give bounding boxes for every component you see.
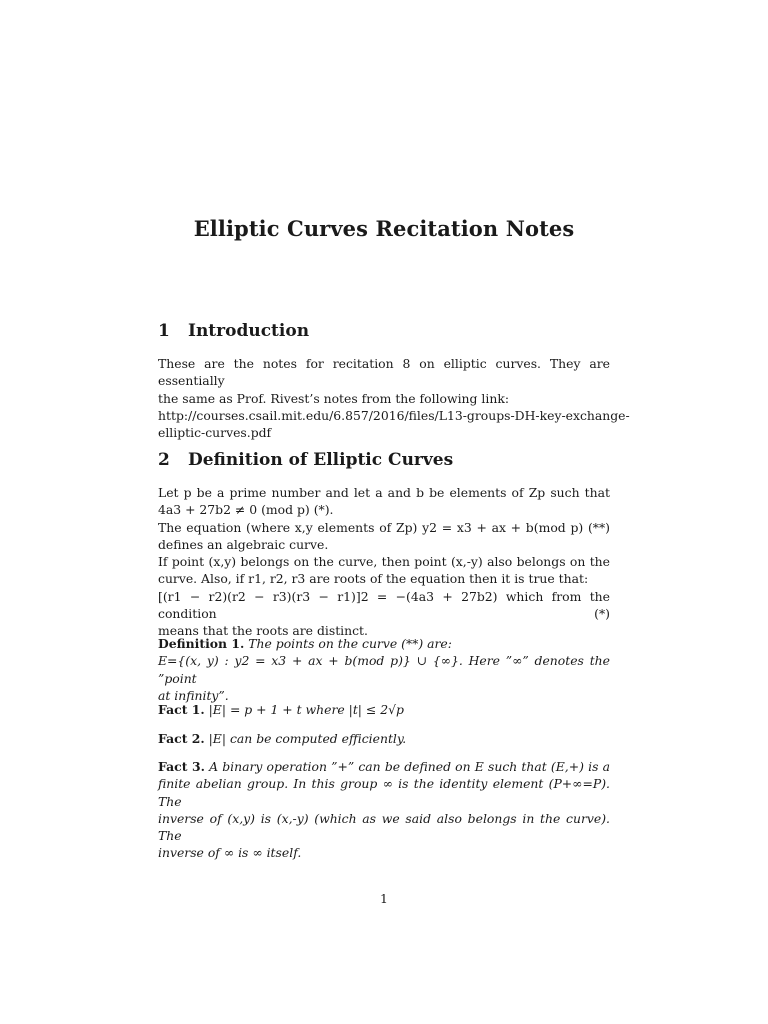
fact-text: finite abelian group. In this group ∞ is the identity element (P+∞=P). The (158, 776, 610, 809)
paragraph-line: 4a3 + 27b2 ≠ 0 (mod p) (*). (158, 502, 334, 518)
section-number: 1 (158, 321, 170, 341)
fact-1 (158, 701, 610, 718)
fact-label: Fact 3. (158, 759, 205, 774)
section-number: 2 (158, 450, 170, 470)
section-title: Definition of Elliptic Curves (188, 450, 454, 470)
definition-text: The points on the curve (**) are: (248, 636, 452, 651)
definition-label: Definition 1. (158, 636, 245, 651)
paragraph-line: The equation (where x,y elements of Zp) y2 = x3 + ax + b(mod p) (**) (158, 519, 610, 535)
paragraph-line: defines an algebraic curve. (158, 536, 329, 552)
page-number: 1 (380, 891, 388, 906)
section-2-body (158, 484, 610, 640)
reference-link[interactable]: elliptic-curves.pdf (158, 425, 272, 441)
fact-3 (158, 758, 610, 862)
paragraph-line: These are the notes for recitation 8 on elliptic curves. They are essentially (158, 356, 610, 389)
reference-link[interactable]: http://courses.csail.mit.edu/6.857/2016/files/L13-groups-DH-key-exchange- (158, 407, 630, 423)
fact-label: Fact 2. (158, 731, 205, 746)
fact-text: inverse of ∞ is ∞ itself. (158, 845, 302, 861)
fact-text: |E| can be computed efficiently. (208, 731, 407, 746)
definition-text: E={(x, y) : y2 = x3 + ax + b(mod p)} ∪ {∞}. Here ”∞” denotes the ”point (158, 653, 610, 686)
section-1-heading (158, 321, 309, 341)
definition-text: at infinity”. (158, 687, 229, 703)
section-1-body (158, 355, 630, 441)
paragraph-line: Let p be a prime number and let a and b be elements of Zp such that (158, 485, 610, 500)
definition-1 (158, 635, 610, 704)
paragraph-line: [(r1 − r2)(r2 − r3)(r3 − r1)]2 = −(4a3 + 27b2) which from the condition (*) (158, 588, 610, 622)
fact-text: |E| = p + 1 + t where |t| ≤ 2√p (208, 702, 404, 717)
fact-text: inverse of (x,y) is (x,-y) (which as we said also belongs in the curve). The (158, 810, 610, 844)
section-title: Introduction (188, 321, 310, 341)
paragraph-line: If point (x,y) belongs on the curve, then point (x,-y) also belongs on the (158, 554, 610, 570)
fact-label: Fact 1. (158, 702, 205, 717)
paragraph-line: curve. Also, if r1, r2, r3 are roots of the equation then it is true that: (158, 571, 589, 587)
document-title: Elliptic Curves Recitation Notes (193, 216, 575, 241)
fact-2 (158, 730, 610, 747)
paragraph-line: the same as Prof. Rivest’s notes from the following link: (158, 390, 509, 406)
fact-text: A binary operation ”+” can be defined on E such that (E,+) is a (209, 759, 610, 774)
paragraph-line: means that the roots are distinct. (158, 623, 368, 639)
section-2-heading (158, 450, 453, 470)
